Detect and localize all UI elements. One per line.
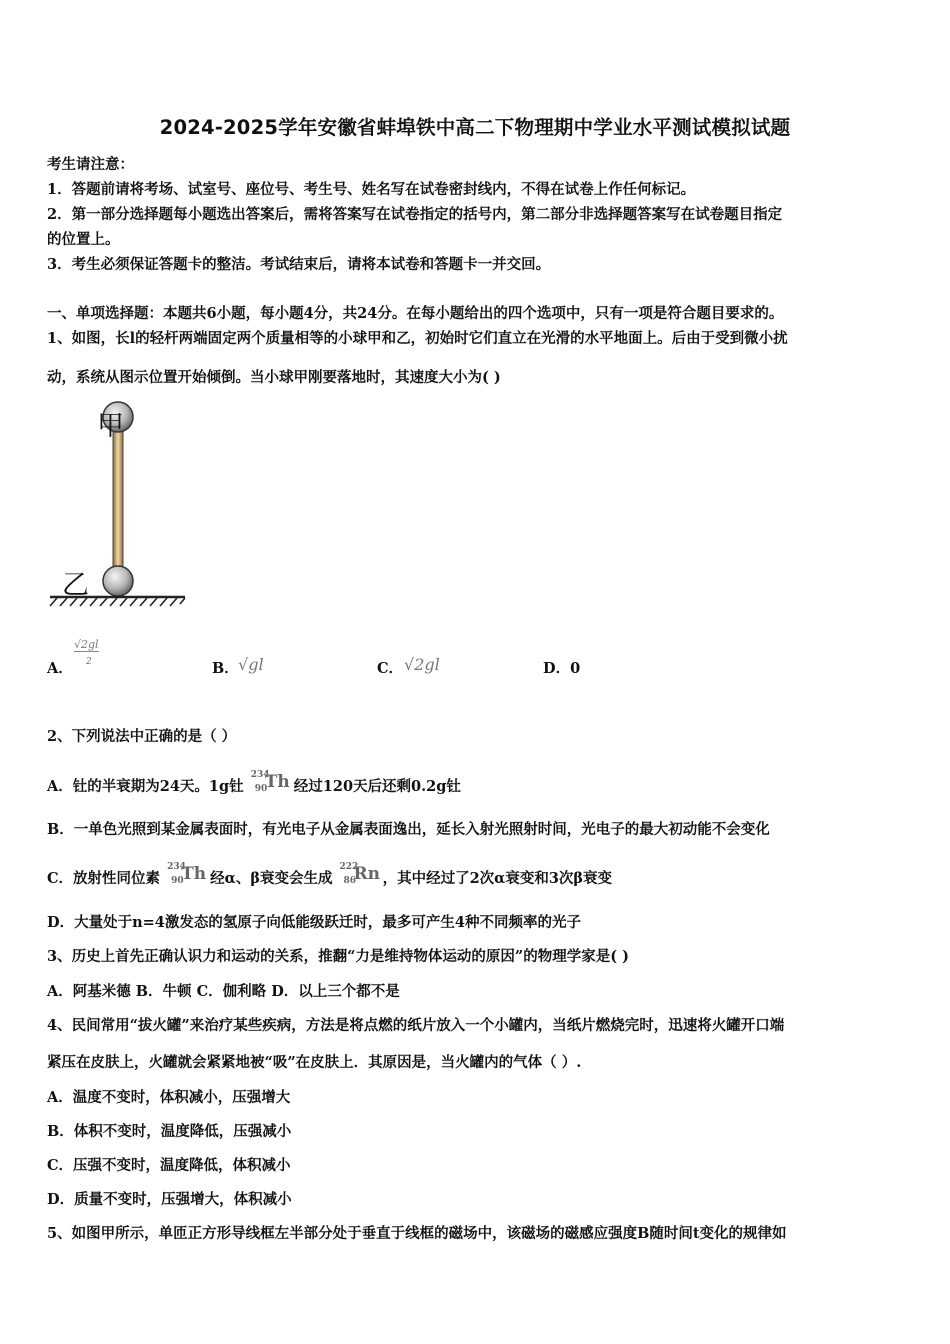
q2-option-b: B．一单色光照到某金属表面时，有光电子从金属表面逸出，延长入射光照射时间，光电子的最大初动能不会变化 xyxy=(47,821,770,838)
thorium-element: Th xyxy=(264,772,290,792)
q2-stem: 2、下列说法中正确的是（ ） xyxy=(47,728,237,745)
q2-option-c-pre: C．放射性同位素 xyxy=(47,870,161,887)
radon-mass: 222 xyxy=(339,862,359,872)
q1-option-d: D．0 xyxy=(543,660,581,677)
q1-option-c: C． xyxy=(377,660,404,677)
q2-option-c xyxy=(47,864,612,890)
q4-option-a: A．温度不变时，体积减小，压强增大 xyxy=(47,1089,291,1106)
q3-stem: 3、历史上首先正确认识力和运动的关系，推翻“力是维持物体运动的原因”的物理学家是( ) xyxy=(47,948,630,965)
thorium-symbol xyxy=(249,772,289,798)
notice-heading: 考生请注意： xyxy=(47,156,134,173)
ball-bottom xyxy=(103,566,133,596)
q1-stem-line2: 动，系统从图示位置开始倾倒。当小球甲刚要落地时，其速度大小为( ) xyxy=(47,369,501,386)
rod xyxy=(113,419,123,579)
q3-options: A．阿基米德 B．牛顿 C．伽利略 D．以上三个都不是 xyxy=(47,983,400,1000)
label-yi: 乙 xyxy=(62,570,89,601)
notice-item-2: 2．第一部分选择题每小题选出答案后，需将答案写在试卷指定的括号内，第二部分非选择题答案写在试卷题目指定 xyxy=(47,206,783,223)
q2-option-c-post: ，其中经过了2次α衰变和3次β衰变 xyxy=(382,870,613,887)
q2-option-d: D．大量处于n=4激发态的氢原子向低能级跃迁时，最多可产生4种不同频率的光子 xyxy=(47,914,581,931)
q4-option-b: B．体积不变时，温度降低，压强减小 xyxy=(47,1123,292,1140)
thorium-mass: 234 xyxy=(250,770,270,780)
notice-item-2-cont: 的位置上。 xyxy=(47,231,120,248)
q4-option-d: D．质量不变时，压强增大，体积减小 xyxy=(47,1191,292,1208)
section-heading: 一、单项选择题：本题共6小题，每小题4分，共24分。在每小题给出的四个选项中，只有一项是符合题目要求的。 xyxy=(47,305,784,322)
radon-element: Rn xyxy=(353,864,381,884)
notice-item-1: 1．答题前请将考场、试室号、座位号、考生号、姓名写在试卷密封线内，不得在试卷上作任何标记。 xyxy=(47,181,696,198)
q2-option-a-post: 经过120天后还剩0.2g钍 xyxy=(293,778,461,795)
thorium-number: 90 xyxy=(254,784,268,794)
q1-option-a-den: 2 xyxy=(86,657,92,667)
q1-option-b: B． xyxy=(212,660,239,677)
q1-option-b-val: √gl xyxy=(238,655,264,674)
q4-stem-line2: 紧压在皮肤上，火罐就会紧紧地被“吸”在皮肤上．其原因是，当火罐内的气体（ ）. xyxy=(47,1054,582,1071)
thorium-symbol-2 xyxy=(165,864,205,890)
q1-option-a-num: √2gl xyxy=(74,638,99,651)
q2-option-a-pre: A．钍的半衰期为24天。1g钍 xyxy=(47,778,244,795)
notice-item-3: 3．考生必须保证答题卡的整洁。考试结束后，请将本试卷和答题卡一并交回。 xyxy=(47,256,551,273)
q4-stem-line1: 4、民间常用“拔火罐”来治疗某些疾病，方法是将点燃的纸片放入一个小罐内，当纸片燃烧完时，迅速将火罐开口端 xyxy=(47,1017,785,1034)
thorium-mass-2: 234 xyxy=(167,862,186,872)
q2-option-c-mid: 经α、β衰变会生成 xyxy=(210,870,333,887)
radon-symbol xyxy=(338,862,381,890)
radon-number: 86 xyxy=(343,876,357,886)
thorium-element-2: Th xyxy=(181,864,207,884)
q2-option-a xyxy=(47,772,461,798)
thorium-number-2: 90 xyxy=(171,876,184,886)
q1-stem-line1: 1、如图，长l的轻杆两端固定两个质量相等的小球甲和乙，初始时它们直立在光滑的水平地面上。后由于受到微小扰 xyxy=(47,330,788,347)
label-jia: 甲 xyxy=(97,411,124,442)
q1-option-c-val: √2gl xyxy=(404,655,440,674)
page-title: 2024-2025学年安徽省蚌埠铁中高二下物理期中学业水平测试模拟试题 xyxy=(159,116,791,139)
q5-stem-line1: 5、如图甲所示，单匝正方形导线框左半部分处于垂直于线框的磁场中，该磁场的磁感应强度B随时间t变化的规律如 xyxy=(47,1225,787,1242)
q1-option-a: A． xyxy=(47,660,73,677)
q4-option-c: C．压强不变时，温度降低，体积减小 xyxy=(47,1157,291,1174)
